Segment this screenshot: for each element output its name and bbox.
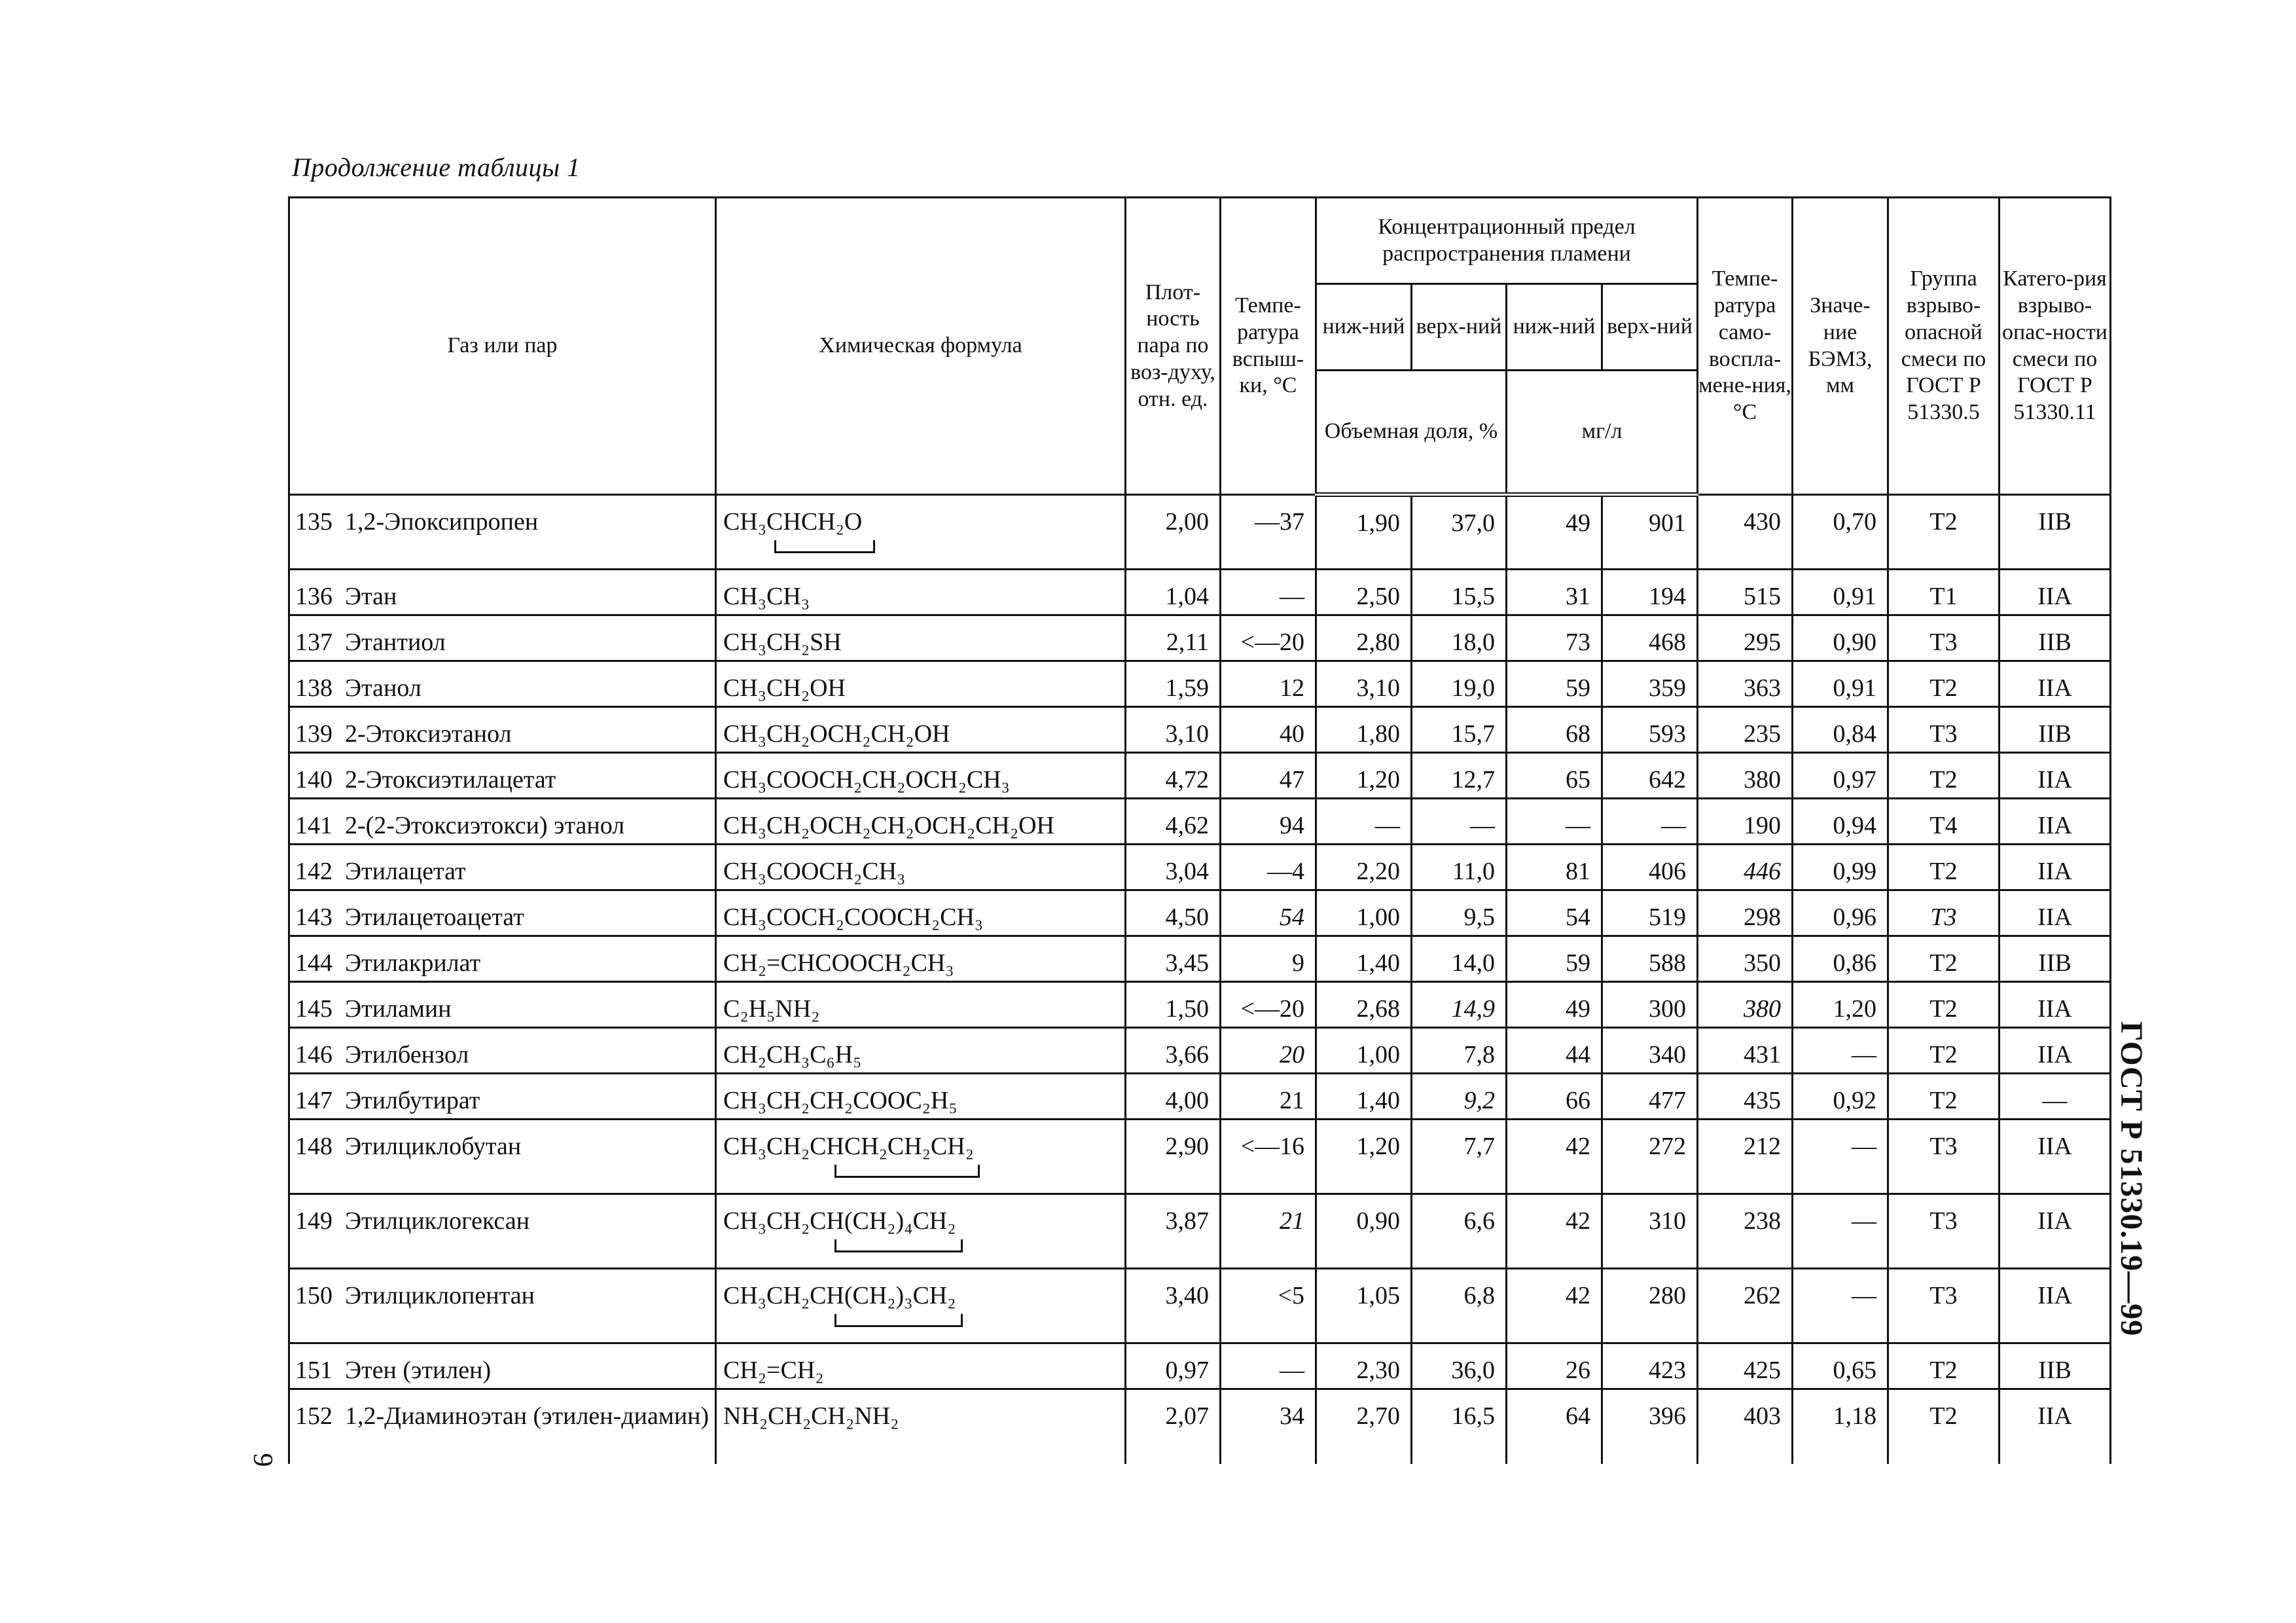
- upper-mgl-cell: —: [1602, 799, 1698, 845]
- lower-volume-cell: 1,20: [1316, 1120, 1412, 1194]
- table-row: [289, 799, 2111, 845]
- group-cell: T3: [1888, 1120, 2000, 1194]
- gas-name-cell: [289, 1120, 716, 1194]
- data-table: [288, 196, 2111, 1464]
- upper-mgl-cell: 593: [1602, 707, 1698, 753]
- bemz-cell: —: [1793, 1194, 1888, 1269]
- category-cell: IIA: [2000, 890, 2111, 936]
- group-cell: T2: [1888, 1028, 2000, 1074]
- table-row: [289, 495, 2111, 570]
- row-number: 138: [295, 674, 332, 702]
- autoignition-cell: 380: [1698, 753, 1793, 799]
- lower-volume-cell: 1,20: [1316, 753, 1412, 799]
- lower-mgl-cell: 59: [1507, 936, 1602, 982]
- upper-volume-cell: 7,8: [1412, 1028, 1507, 1074]
- lower-volume-cell: 2,20: [1316, 845, 1412, 890]
- upper-volume-cell: 16,5: [1412, 1389, 1507, 1464]
- gas-name: Этилбутират: [345, 1087, 480, 1114]
- autoignition-cell: 235: [1698, 707, 1793, 753]
- upper-volume-cell: 18,0: [1412, 615, 1507, 661]
- flash-cell: —: [1221, 1343, 1316, 1389]
- upper-volume-cell: 36,0: [1412, 1343, 1507, 1389]
- bemz-cell: 0,84: [1793, 707, 1888, 753]
- gas-name-cell: [289, 1194, 716, 1269]
- flash-cell: 21: [1221, 1194, 1316, 1269]
- density-cell: 2,07: [1126, 1389, 1221, 1464]
- group-cell: T2: [1888, 1389, 2000, 1464]
- row-number: 151: [295, 1357, 332, 1384]
- gas-name: 2-Этоксиэтилацетат: [345, 766, 556, 793]
- lower-mgl-cell: 31: [1507, 570, 1602, 615]
- lower-volume-cell: 2,50: [1316, 570, 1412, 615]
- gas-name: Этиламин: [345, 995, 452, 1023]
- lower-mgl-cell: 49: [1507, 982, 1602, 1028]
- gas-name: Этен (этилен): [345, 1357, 492, 1384]
- upper-volume-cell: 12,7: [1412, 753, 1507, 799]
- formula-cell: [716, 1120, 1126, 1194]
- bemz-cell: 0,96: [1793, 890, 1888, 936]
- row-number: 139: [295, 720, 332, 748]
- formula-cell: [716, 1269, 1126, 1343]
- autoignition-cell: 262: [1698, 1269, 1793, 1343]
- page-number: 9: [247, 1453, 278, 1467]
- gas-name-cell: [289, 890, 716, 936]
- flash-cell: 9: [1221, 936, 1316, 982]
- density-cell: 4,72: [1126, 753, 1221, 799]
- ring-bracket: [834, 1314, 963, 1327]
- gas-name: Этилциклопентан: [345, 1282, 535, 1309]
- gas-name-cell: [289, 799, 716, 845]
- lower-mgl-cell: 42: [1507, 1194, 1602, 1269]
- formula-cell: CH₃COOCH₂CH₃: [716, 845, 1126, 890]
- density-cell: 2,00: [1126, 495, 1221, 570]
- upper-volume-cell: 37,0: [1412, 495, 1507, 570]
- upper-mgl-cell: 519: [1602, 890, 1698, 936]
- formula-text: CH₃CHCH₂O: [723, 508, 863, 536]
- category-cell: IIA: [2000, 799, 2111, 845]
- density-cell: 3,04: [1126, 845, 1221, 890]
- header-flash-point: Темпе-ратура вспыш-ки, °С: [1221, 198, 1316, 495]
- upper-mgl-cell: 468: [1602, 615, 1698, 661]
- gas-name: Этан: [345, 583, 397, 610]
- gas-name: Этанол: [345, 674, 422, 702]
- bemz-cell: 0,65: [1793, 1343, 1888, 1389]
- category-cell: IIA: [2000, 661, 2111, 707]
- lower-volume-cell: 1,40: [1316, 1074, 1412, 1120]
- gas-name: Этилциклобутан: [345, 1133, 522, 1160]
- upper-mgl-cell: 300: [1602, 982, 1698, 1028]
- row-number: 143: [295, 903, 332, 931]
- flash-cell: <—20: [1221, 982, 1316, 1028]
- row-number: 149: [295, 1207, 332, 1235]
- formula-cell: CH₃CH₂OH: [716, 661, 1126, 707]
- header-lower-volume: ниж-ний: [1316, 284, 1412, 371]
- category-cell: IIB: [2000, 707, 2111, 753]
- formula-text: CH₃CH₂CH(CH₂)₄CH₂: [723, 1207, 956, 1235]
- formula-cell: CH₃CH₂OCH₂CH₂OH: [716, 707, 1126, 753]
- gas-name: 2-Этоксиэтанол: [345, 720, 512, 748]
- density-cell: 3,66: [1126, 1028, 1221, 1074]
- table-row: [289, 1389, 2111, 1464]
- bemz-cell: 1,20: [1793, 982, 1888, 1028]
- formula-cell: [716, 1194, 1126, 1269]
- upper-volume-cell: 9,5: [1412, 890, 1507, 936]
- autoignition-cell: 446: [1698, 845, 1793, 890]
- lower-volume-cell: 1,05: [1316, 1269, 1412, 1343]
- density-cell: 3,45: [1126, 936, 1221, 982]
- lower-volume-cell: 1,80: [1316, 707, 1412, 753]
- upper-mgl-cell: 588: [1602, 936, 1698, 982]
- lower-mgl-cell: 42: [1507, 1120, 1602, 1194]
- upper-volume-cell: 11,0: [1412, 845, 1507, 890]
- lower-mgl-cell: 44: [1507, 1028, 1602, 1074]
- row-number: 147: [295, 1087, 332, 1114]
- flash-cell: 54: [1221, 890, 1316, 936]
- gas-name: Этантиол: [345, 629, 446, 656]
- row-number: 144: [295, 949, 332, 977]
- lower-volume-cell: 1,00: [1316, 890, 1412, 936]
- density-cell: 2,11: [1126, 615, 1221, 661]
- group-cell: T2: [1888, 1074, 2000, 1120]
- flash-cell: 20: [1221, 1028, 1316, 1074]
- gas-name: Этилацетат: [345, 858, 466, 885]
- upper-mgl-cell: 280: [1602, 1269, 1698, 1343]
- gas-name: Этилацетоацетат: [345, 903, 524, 931]
- upper-mgl-cell: 642: [1602, 753, 1698, 799]
- autoignition-cell: 435: [1698, 1074, 1793, 1120]
- flash-cell: <—16: [1221, 1120, 1316, 1194]
- table-body: [289, 495, 2111, 1464]
- category-cell: IIA: [2000, 1028, 2111, 1074]
- gas-name: 2-(2-Этоксиэтокси) этанол: [345, 812, 625, 839]
- table-row: [289, 936, 2111, 982]
- header-density: Плот-ность пара по воз-духу, отн. ед.: [1126, 198, 1221, 495]
- gas-name-cell: [289, 661, 716, 707]
- group-cell: T2: [1888, 1343, 2000, 1389]
- flash-cell: —37: [1221, 495, 1316, 570]
- density-cell: 1,04: [1126, 570, 1221, 615]
- upper-mgl-cell: 310: [1602, 1194, 1698, 1269]
- density-cell: 1,50: [1126, 982, 1221, 1028]
- bemz-cell: 0,91: [1793, 570, 1888, 615]
- lower-mgl-cell: 49: [1507, 495, 1602, 570]
- group-cell: T1: [1888, 570, 2000, 615]
- header-autoignition: Темпе-ратура само-воспла-мене-ния, °С: [1698, 198, 1793, 495]
- upper-mgl-cell: 396: [1602, 1389, 1698, 1464]
- category-cell: IIB: [2000, 1343, 2111, 1389]
- lower-volume-cell: —: [1316, 799, 1412, 845]
- upper-mgl-cell: 194: [1602, 570, 1698, 615]
- lower-mgl-cell: —: [1507, 799, 1602, 845]
- density-cell: 4,62: [1126, 799, 1221, 845]
- category-cell: IIA: [2000, 1120, 2111, 1194]
- lower-volume-cell: 0,90: [1316, 1194, 1412, 1269]
- upper-volume-cell: 9,2: [1412, 1074, 1507, 1120]
- flash-cell: 12: [1221, 661, 1316, 707]
- gas-name-cell: [289, 1343, 716, 1389]
- table-row: [289, 1269, 2111, 1343]
- category-cell: IIA: [2000, 570, 2111, 615]
- group-cell: T2: [1888, 936, 2000, 982]
- row-number: 140: [295, 766, 332, 793]
- autoignition-cell: 363: [1698, 661, 1793, 707]
- autoignition-cell: 425: [1698, 1343, 1793, 1389]
- gas-name: Этилциклогексан: [345, 1207, 530, 1235]
- formula-cell: CH₃COOCH₂CH₂OCH₂CH₃: [716, 753, 1126, 799]
- autoignition-cell: 212: [1698, 1120, 1793, 1194]
- formula-cell: CH₂=CH₂: [716, 1343, 1126, 1389]
- upper-mgl-cell: 406: [1602, 845, 1698, 890]
- row-number: 148: [295, 1133, 332, 1160]
- upper-volume-cell: 15,5: [1412, 570, 1507, 615]
- bemz-cell: 0,99: [1793, 845, 1888, 890]
- category-cell: IIA: [2000, 1194, 2111, 1269]
- group-cell: T3: [1888, 890, 2000, 936]
- formula-cell: NH₂CH₂CH₂NH₂: [716, 1389, 1126, 1464]
- row-number: 141: [295, 812, 332, 839]
- flash-cell: —: [1221, 570, 1316, 615]
- upper-volume-cell: 6,6: [1412, 1194, 1507, 1269]
- bemz-cell: 0,90: [1793, 615, 1888, 661]
- table-caption: Продолжение таблицы 1: [292, 153, 581, 182]
- category-cell: —: [2000, 1074, 2111, 1120]
- group-cell: T3: [1888, 1194, 2000, 1269]
- ring-bracket: [834, 1165, 980, 1178]
- bemz-cell: —: [1793, 1120, 1888, 1194]
- formula-cell: C₂H₅NH₂: [716, 982, 1126, 1028]
- autoignition-cell: 403: [1698, 1389, 1793, 1464]
- lower-volume-cell: 3,10: [1316, 661, 1412, 707]
- row-number: 146: [295, 1041, 332, 1068]
- group-cell: T2: [1888, 845, 2000, 890]
- table-row: [289, 1074, 2111, 1120]
- upper-volume-cell: 14,0: [1412, 936, 1507, 982]
- category-cell: IIB: [2000, 936, 2111, 982]
- upper-mgl-cell: 359: [1602, 661, 1698, 707]
- autoignition-cell: 515: [1698, 570, 1793, 615]
- upper-volume-cell: —: [1412, 799, 1507, 845]
- lower-volume-cell: 1,40: [1316, 936, 1412, 982]
- upper-volume-cell: 7,7: [1412, 1120, 1507, 1194]
- density-cell: 2,90: [1126, 1120, 1221, 1194]
- flash-cell: <5: [1221, 1269, 1316, 1343]
- autoignition-cell: 238: [1698, 1194, 1793, 1269]
- header-mixture-group: Группа взрыво-опасной смеси по ГОСТ Р 51330.5: [1888, 198, 2000, 495]
- lower-mgl-cell: 59: [1507, 661, 1602, 707]
- bemz-cell: 0,70: [1793, 495, 1888, 570]
- lower-mgl-cell: 65: [1507, 753, 1602, 799]
- density-cell: 4,50: [1126, 890, 1221, 936]
- autoignition-cell: 431: [1698, 1028, 1793, 1074]
- group-cell: T2: [1888, 495, 2000, 570]
- lower-volume-cell: 2,68: [1316, 982, 1412, 1028]
- table-row: [289, 1194, 2111, 1269]
- gas-name: Этилакрилат: [345, 949, 481, 977]
- gas-name-cell: [289, 615, 716, 661]
- header-gas: Газ или пар: [289, 198, 716, 495]
- lower-mgl-cell: 26: [1507, 1343, 1602, 1389]
- table-row: [289, 615, 2111, 661]
- category-cell: IIA: [2000, 753, 2111, 799]
- bemz-cell: 0,94: [1793, 799, 1888, 845]
- autoignition-cell: 350: [1698, 936, 1793, 982]
- bemz-cell: 0,92: [1793, 1074, 1888, 1120]
- header-concentration-limits: Концентрационный предел распространения пламени: [1316, 198, 1698, 284]
- row-number: 135: [295, 508, 332, 536]
- table-row: [289, 845, 2111, 890]
- upper-mgl-cell: 901: [1602, 495, 1698, 570]
- autoignition-cell: 430: [1698, 495, 1793, 570]
- lower-mgl-cell: 64: [1507, 1389, 1602, 1464]
- density-cell: 3,40: [1126, 1269, 1221, 1343]
- gas-name-cell: [289, 936, 716, 982]
- group-cell: T2: [1888, 753, 2000, 799]
- group-cell: T3: [1888, 707, 2000, 753]
- bemz-cell: 1,18: [1793, 1389, 1888, 1464]
- table-row: [289, 1343, 2111, 1389]
- header-bemz: Значе-ние БЭМЗ, мм: [1793, 198, 1888, 495]
- autoignition-cell: 295: [1698, 615, 1793, 661]
- ring-bracket: [774, 540, 875, 553]
- table-row: [289, 570, 2111, 615]
- row-number: 152: [295, 1402, 332, 1430]
- upper-volume-cell: 19,0: [1412, 661, 1507, 707]
- row-number: 136: [295, 583, 332, 610]
- bemz-cell: 0,91: [1793, 661, 1888, 707]
- row-number: 142: [295, 858, 332, 885]
- flash-cell: 94: [1221, 799, 1316, 845]
- gas-name-cell: [289, 982, 716, 1028]
- lower-volume-cell: 2,80: [1316, 615, 1412, 661]
- gas-name: 1,2-Эпоксипропен: [345, 508, 539, 536]
- autoignition-cell: 380: [1698, 982, 1793, 1028]
- group-cell: T2: [1888, 661, 2000, 707]
- density-cell: 3,10: [1126, 707, 1221, 753]
- lower-mgl-cell: 68: [1507, 707, 1602, 753]
- header-category: Катего-рия взрыво-опас-ности смеси по ГОСТ Р 51330.11: [2000, 198, 2111, 495]
- ring-bracket: [834, 1239, 963, 1252]
- gas-name-cell: [289, 753, 716, 799]
- formula-cell: [716, 495, 1126, 570]
- gas-name-cell: [289, 570, 716, 615]
- table-row: [289, 982, 2111, 1028]
- upper-mgl-cell: 272: [1602, 1120, 1698, 1194]
- flash-cell: 47: [1221, 753, 1316, 799]
- header-upper-volume: верх-ний: [1412, 284, 1507, 371]
- autoignition-cell: 298: [1698, 890, 1793, 936]
- formula-cell: CH₂CH₃C₆H₅: [716, 1028, 1126, 1074]
- formula-cell: CH₃CH₂SH: [716, 615, 1126, 661]
- formula-text: CH₃CH₂CH(CH₂)₃CH₂: [723, 1282, 956, 1309]
- lower-volume-cell: 2,70: [1316, 1389, 1412, 1464]
- upper-volume-cell: 14,9: [1412, 982, 1507, 1028]
- category-cell: IIA: [2000, 1269, 2111, 1343]
- header-formula: Химическая формула: [716, 198, 1126, 495]
- category-cell: IIA: [2000, 982, 2111, 1028]
- gas-name-cell: [289, 1028, 716, 1074]
- row-number: 137: [295, 629, 332, 656]
- group-cell: T4: [1888, 799, 2000, 845]
- density-cell: 0,97: [1126, 1343, 1221, 1389]
- flash-cell: <—20: [1221, 615, 1316, 661]
- header-mg-per-liter: мг/л: [1507, 371, 1698, 495]
- lower-mgl-cell: 54: [1507, 890, 1602, 936]
- category-cell: IIA: [2000, 1389, 2111, 1464]
- upper-mgl-cell: 340: [1602, 1028, 1698, 1074]
- gas-name-cell: [289, 1269, 716, 1343]
- gas-name-cell: [289, 845, 716, 890]
- autoignition-cell: 190: [1698, 799, 1793, 845]
- lower-volume-cell: 1,00: [1316, 1028, 1412, 1074]
- table-row: [289, 707, 2111, 753]
- lower-mgl-cell: 66: [1507, 1074, 1602, 1120]
- row-number: 150: [295, 1282, 332, 1309]
- lower-mgl-cell: 73: [1507, 615, 1602, 661]
- gas-name-cell: [289, 1389, 716, 1464]
- formula-cell: CH₂=CHCOOCH₂CH₃: [716, 936, 1126, 982]
- table-row: [289, 1120, 2111, 1194]
- lower-volume-cell: 2,30: [1316, 1343, 1412, 1389]
- formula-cell: CH₃CH₂OCH₂CH₂OCH₂CH₂OH: [716, 799, 1126, 845]
- category-cell: IIB: [2000, 495, 2111, 570]
- flash-cell: 34: [1221, 1389, 1316, 1464]
- header-volume-fraction: Объемная доля, %: [1316, 371, 1507, 495]
- group-cell: T3: [1888, 1269, 2000, 1343]
- formula-cell: CH₃CH₂CH₂COOC₂H₅: [716, 1074, 1126, 1120]
- bemz-cell: 0,97: [1793, 753, 1888, 799]
- density-cell: 3,87: [1126, 1194, 1221, 1269]
- category-cell: IIA: [2000, 845, 2111, 890]
- gas-name-cell: [289, 495, 716, 570]
- group-cell: T2: [1888, 982, 2000, 1028]
- lower-mgl-cell: 42: [1507, 1269, 1602, 1343]
- upper-volume-cell: 6,8: [1412, 1269, 1507, 1343]
- group-cell: T3: [1888, 615, 2000, 661]
- category-cell: IIB: [2000, 615, 2111, 661]
- density-cell: 4,00: [1126, 1074, 1221, 1120]
- upper-mgl-cell: 423: [1602, 1343, 1698, 1389]
- gas-name-cell: [289, 1074, 716, 1120]
- gas-name: 1,2-Диаминоэтан (этилен-диамин): [345, 1402, 709, 1430]
- lower-volume-cell: 1,90: [1316, 495, 1412, 570]
- flash-cell: —4: [1221, 845, 1316, 890]
- table-row: [289, 753, 2111, 799]
- formula-cell: CH₃CH₃: [716, 570, 1126, 615]
- density-cell: 1,59: [1126, 661, 1221, 707]
- header-upper-mgl: верх-ний: [1602, 284, 1698, 371]
- upper-volume-cell: 15,7: [1412, 707, 1507, 753]
- formula-text: CH₃CH₂CHCH₂CH₂CH₂: [723, 1133, 974, 1160]
- document-code: ГОСТ Р 51330.19—99: [2114, 1021, 2149, 1337]
- flash-cell: 40: [1221, 707, 1316, 753]
- gas-name-cell: [289, 707, 716, 753]
- upper-mgl-cell: 477: [1602, 1074, 1698, 1120]
- header-lower-mgl: ниж-ний: [1507, 284, 1602, 371]
- flash-cell: 21: [1221, 1074, 1316, 1120]
- formula-cell: CH₃COCH₂COOCH₂CH₃: [716, 890, 1126, 936]
- row-number: 145: [295, 995, 332, 1023]
- table-row: [289, 661, 2111, 707]
- table-row: [289, 890, 2111, 936]
- bemz-cell: 0,86: [1793, 936, 1888, 982]
- lower-mgl-cell: 81: [1507, 845, 1602, 890]
- gas-name: Этилбензол: [345, 1041, 469, 1068]
- bemz-cell: —: [1793, 1269, 1888, 1343]
- table-row: [289, 1028, 2111, 1074]
- bemz-cell: —: [1793, 1028, 1888, 1074]
